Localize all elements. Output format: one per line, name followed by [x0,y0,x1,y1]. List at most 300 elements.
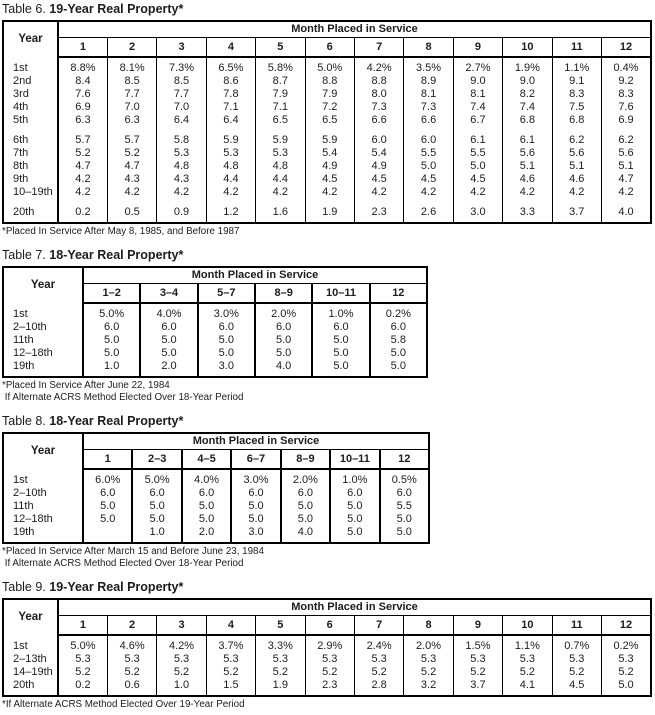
value-cell: 4.6% [107,635,156,653]
value-cell: 9.1 [552,75,601,88]
value-cell: 7.1 [206,101,255,114]
table-row [3,88,651,101]
value-cell: 7.9 [256,88,305,101]
value-cell: 5.0 [330,500,379,513]
value-cell: 2.3 [354,206,403,223]
value-cell: 7.4 [503,101,552,114]
value-cell: 7.3 [354,101,403,114]
value-cell: 6.5 [256,114,305,127]
row-label: 2–13th [3,653,58,666]
value-cell: 6.0 [370,321,427,334]
row-label: 11th [3,334,83,347]
row-label: 19th [3,526,83,543]
value-cell: 4.7 [601,173,651,186]
value-cell: 5.3 [453,653,502,666]
table-row [3,487,429,500]
value-cell: 6.8 [552,114,601,127]
value-cell: 5.0 [198,347,255,360]
value-cell: 4.1 [503,679,552,696]
value-cell: 4.2% [157,635,206,653]
table-row [3,360,427,377]
row-label: 3rd [3,88,58,101]
value-cell: 4.0% [182,469,231,487]
value-cell: 3.0 [453,206,502,223]
value-cell: 2.0 [140,360,197,377]
value-cell: 7.8 [206,88,255,101]
value-cell: 2.0% [281,469,330,487]
value-cell: 6.4 [206,114,255,127]
value-cell: 5.8 [370,334,427,347]
value-cell: 4.7 [58,160,107,173]
table-7-section [2,249,654,404]
table-8-title [2,415,654,428]
value-cell: 4.6 [503,173,552,186]
value-cell: 6.0 [231,487,280,500]
table-title-main: 18-Year Real Property* [49,414,184,428]
value-cell [503,127,552,134]
month-col-header: 2 [107,616,156,636]
row-label: 1st [3,303,83,321]
value-cell: 3.0% [231,469,280,487]
value-cell: 5.0 [330,526,379,543]
table-9-title [2,581,654,594]
value-cell: 5.6 [503,147,552,160]
table-7-footnotes [2,380,654,404]
table-row [3,347,427,360]
month-col-header: 8–9 [281,450,330,470]
value-cell: 9.0 [503,75,552,88]
value-cell: 7.1 [256,101,305,114]
value-cell [601,127,651,134]
value-cell: 5.2 [305,666,354,679]
row-label [3,127,58,134]
value-cell: 5.2 [503,666,552,679]
value-cell: 4.2 [157,186,206,199]
footnote: If Alternate ACRS Method Elected Over 18-Year Period [2,558,244,569]
month-col-header: 4–5 [182,450,231,470]
value-cell: 7.2 [305,101,354,114]
month-col-header: 10 [503,616,552,636]
value-cell: 5.0 [83,347,140,360]
row-label: 10–19th [3,186,58,199]
value-cell: 6.0 [255,321,312,334]
value-cell [107,127,156,134]
month-col-header: 8–9 [255,284,312,304]
row-label: 7th [3,147,58,160]
table-row [3,134,651,147]
month-col-header: 3 [157,38,206,58]
row-label: 2nd [3,75,58,88]
value-cell: 5.0 [312,334,369,347]
table-row [3,303,427,321]
table-9-grid [2,598,652,697]
value-cell: 6.3 [107,114,156,127]
year-column-header: Year [3,433,83,469]
month-col-header: 5 [256,38,305,58]
value-cell: 5.2 [157,666,206,679]
value-cell: 4.5 [305,173,354,186]
value-cell: 5.0 [330,513,379,526]
row-label: 1st [3,57,58,75]
value-cell: 8.4 [58,75,107,88]
value-cell [453,127,502,134]
value-cell: 1.5 [206,679,255,696]
value-cell: 5.2 [206,666,255,679]
row-label: 19th [3,360,83,377]
value-cell: 6.0 [198,321,255,334]
value-cell: 5.0 [281,500,330,513]
table-row [3,206,651,223]
row-label: 14–19th [3,666,58,679]
value-cell: 5.8% [256,57,305,75]
value-cell: 4.8 [256,160,305,173]
row-label: 12–18th [3,513,83,526]
value-cell: 5.4 [354,147,403,160]
table-title-prefix: Table 7. [2,248,46,262]
value-cell: 4.9 [305,160,354,173]
value-cell: 1.5% [453,635,502,653]
table-title-main: 19-Year Real Property* [49,580,184,594]
value-cell: 5.3 [206,147,255,160]
value-cell: 6.1 [453,134,502,147]
value-cell: 6.0 [83,487,132,500]
table-6-grid [2,20,652,224]
month-col-header: 2–3 [132,450,181,470]
table-6-section [2,3,654,238]
table-row [3,114,651,127]
value-cell: 2.3 [305,679,354,696]
month-col-header: 7 [354,38,403,58]
table-title-prefix: Table 6. [2,2,46,16]
table-row [3,186,651,199]
value-cell: 7.6 [601,101,651,114]
month-col-header: 12 [601,38,651,58]
value-cell: 5.0 [404,160,453,173]
value-cell: 8.5 [157,75,206,88]
value-cell: 6.9 [58,101,107,114]
table-row [3,526,429,543]
value-cell [503,199,552,206]
row-label: 6th [3,134,58,147]
table-6-footnotes [2,226,654,238]
month-col-header: 6–7 [231,450,280,470]
value-cell [107,199,156,206]
value-cell: 6.8 [503,114,552,127]
value-cell [305,127,354,134]
month-col-header: 9 [453,38,502,58]
value-cell: 3.0% [198,303,255,321]
value-cell: 4.0 [601,206,651,223]
table-6-title [2,3,654,16]
value-cell: 5.0 [380,526,429,543]
value-cell: 8.7 [256,75,305,88]
row-label: 9th [3,173,58,186]
value-cell: 6.3 [58,114,107,127]
value-cell: 7.3% [157,57,206,75]
value-cell: 6.5% [206,57,255,75]
value-cell: 2.6 [404,206,453,223]
value-cell [83,526,132,543]
spacer-row [3,127,651,134]
table-row [3,147,651,160]
value-cell: 4.2 [256,186,305,199]
value-cell: 5.0 [132,500,181,513]
value-cell: 5.3 [552,653,601,666]
value-cell: 1.0 [157,679,206,696]
value-cell [58,199,107,206]
value-cell: 0.5% [380,469,429,487]
value-cell: 6.7 [453,114,502,127]
value-cell: 6.1 [503,134,552,147]
value-cell: 6.6 [354,114,403,127]
value-cell: 5.0 [83,500,132,513]
month-col-header: 3 [157,616,206,636]
month-col-header: 12 [601,616,651,636]
value-cell: 6.0 [330,487,379,500]
row-label: 20th [3,679,58,696]
month-col-header: 8 [404,616,453,636]
value-cell: 1.6 [256,206,305,223]
value-cell: 5.0 [601,679,651,696]
value-cell: 8.2 [503,88,552,101]
value-cell: 5.2 [601,666,651,679]
value-cell: 5.0 [182,513,231,526]
row-label: 11th [3,500,83,513]
value-cell: 6.6 [404,114,453,127]
value-cell: 5.0 [83,513,132,526]
value-cell [157,199,206,206]
value-cell: 5.3 [107,653,156,666]
value-cell: 8.1% [107,57,156,75]
month-col-header: 4 [206,38,255,58]
table-9-footnotes [2,699,654,711]
value-cell: 5.2 [107,666,156,679]
value-cell [206,127,255,134]
value-cell: 5.3 [601,653,651,666]
value-cell: 5.3 [503,653,552,666]
row-label: 4th [3,101,58,114]
value-cell: 5.4 [305,147,354,160]
table-8-section [2,415,654,570]
value-cell: 0.2% [370,303,427,321]
month-placed-in-service-header: Month Placed in Service [83,267,427,284]
value-cell: 8.1 [453,88,502,101]
value-cell: 2.8 [354,679,403,696]
value-cell: 4.8 [157,160,206,173]
value-cell: 1.1% [552,57,601,75]
table-row [3,173,651,186]
value-cell: 5.9 [256,134,305,147]
value-cell: 7.0 [107,101,156,114]
value-cell: 6.0 [182,487,231,500]
value-cell: 5.0 [83,334,140,347]
value-cell: 5.2 [354,666,403,679]
value-cell: 5.1 [503,160,552,173]
value-cell: 5.3 [404,653,453,666]
value-cell: 4.6 [552,173,601,186]
value-cell [601,199,651,206]
month-col-header: 10–11 [312,284,369,304]
value-cell: 6.4 [157,114,206,127]
value-cell: 5.0 [255,334,312,347]
value-cell: 5.2 [107,147,156,160]
value-cell: 5.0 [132,513,181,526]
month-placed-in-service-header: Month Placed in Service [58,599,651,616]
month-col-header: 5 [256,616,305,636]
value-cell: 0.9 [157,206,206,223]
value-cell: 4.2 [305,186,354,199]
month-col-header: 12 [370,284,427,304]
value-cell: 7.7 [157,88,206,101]
value-cell: 5.5 [404,147,453,160]
row-label: 8th [3,160,58,173]
row-label: 5th [3,114,58,127]
value-cell [552,127,601,134]
value-cell: 5.0% [83,303,140,321]
value-cell: 4.3 [107,173,156,186]
table-7-title [2,249,654,262]
month-col-header: 10–11 [330,450,379,470]
value-cell: 5.0 [255,347,312,360]
value-cell: 4.5 [404,173,453,186]
value-cell: 6.0 [354,134,403,147]
value-cell: 5.0 [182,500,231,513]
value-cell: 7.0 [157,101,206,114]
value-cell: 3.7% [206,635,255,653]
year-column-header: Year [3,267,83,303]
value-cell: 5.3 [256,147,305,160]
table-row [3,679,651,696]
value-cell: 5.0 [453,160,502,173]
value-cell: 4.2 [552,186,601,199]
value-cell: 5.2 [256,666,305,679]
value-cell: 5.3 [305,653,354,666]
value-cell: 5.3 [58,653,107,666]
value-cell: 4.5 [354,173,403,186]
value-cell: 2.7% [453,57,502,75]
value-cell: 0.2 [58,679,107,696]
value-cell: 4.2 [107,186,156,199]
table-8-grid [2,432,430,544]
value-cell: 5.3 [256,653,305,666]
value-cell: 1.9 [256,679,305,696]
row-label: 2–10th [3,487,83,500]
table-title-prefix: Table 9. [2,580,46,594]
value-cell: 8.8 [305,75,354,88]
month-col-header: 1–2 [83,284,140,304]
value-cell: 4.3 [157,173,206,186]
value-cell: 0.2 [58,206,107,223]
table-title-prefix: Table 8. [2,414,46,428]
value-cell: 8.8 [354,75,403,88]
value-cell: 3.3% [256,635,305,653]
value-cell: 5.0 [370,360,427,377]
table-row [3,500,429,513]
value-cell: 4.8 [206,160,255,173]
value-cell: 4.9 [354,160,403,173]
table-row [3,101,651,114]
footnote: *Placed In Service After June 22, 1984 [2,380,170,391]
value-cell [206,199,255,206]
value-cell [552,199,601,206]
value-cell: 3.5% [404,57,453,75]
value-cell: 1.0 [132,526,181,543]
value-cell: 0.5 [107,206,156,223]
value-cell: 6.0 [83,321,140,334]
value-cell: 0.7% [552,635,601,653]
value-cell: 5.1 [552,160,601,173]
value-cell: 5.0% [58,635,107,653]
value-cell: 4.2 [601,186,651,199]
value-cell: 4.7 [107,160,156,173]
value-cell: 5.2 [58,147,107,160]
table-9-section [2,581,654,711]
value-cell: 1.9 [305,206,354,223]
footnote: *Placed In Service After May 8, 1985, and Before 1987 [2,226,240,237]
value-cell: 5.6 [601,147,651,160]
value-cell [256,127,305,134]
value-cell: 5.8 [157,134,206,147]
value-cell: 5.3 [157,653,206,666]
month-col-header: 9 [453,616,502,636]
value-cell: 3.2 [404,679,453,696]
value-cell: 4.0 [281,526,330,543]
value-cell: 5.3 [206,653,255,666]
value-cell: 4.2 [58,186,107,199]
month-col-header: 1 [58,38,107,58]
value-cell: 8.9 [404,75,453,88]
month-col-header: 11 [552,38,601,58]
table-row [3,666,651,679]
value-cell: 6.2 [552,134,601,147]
value-cell [354,199,403,206]
footnote: If Alternate ACRS Method Elected Over 18-Year Period [2,392,244,403]
value-cell: 5.0 [231,513,280,526]
spacer-row [3,199,651,206]
value-cell: 3.7 [453,679,502,696]
month-col-header: 4 [206,616,255,636]
value-cell: 4.2 [453,186,502,199]
footnote: *If Alternate ACRS Method Elected Over 19-Year Period [2,699,245,710]
value-cell [354,127,403,134]
row-label: 1st [3,635,58,653]
value-cell: 2.9% [305,635,354,653]
value-cell: 4.4 [256,173,305,186]
value-cell: 5.2 [58,666,107,679]
table-row [3,160,651,173]
value-cell: 7.7 [107,88,156,101]
value-cell: 0.4% [601,57,651,75]
value-cell: 5.0% [305,57,354,75]
value-cell: 6.0 [380,487,429,500]
value-cell: 2.0% [255,303,312,321]
value-cell: 5.0 [370,347,427,360]
year-column-header: Year [3,21,58,57]
table-7-grid [2,266,428,378]
value-cell: 6.0 [281,487,330,500]
value-cell: 1.9% [503,57,552,75]
value-cell: 1.0 [83,360,140,377]
table-row [3,513,429,526]
value-cell [404,199,453,206]
value-cell: 4.2 [354,186,403,199]
value-cell: 4.4 [206,173,255,186]
value-cell: 0.6 [107,679,156,696]
month-col-header: 5–7 [198,284,255,304]
value-cell: 5.3 [157,147,206,160]
value-cell: 5.0 [312,347,369,360]
month-col-header: 7 [354,616,403,636]
